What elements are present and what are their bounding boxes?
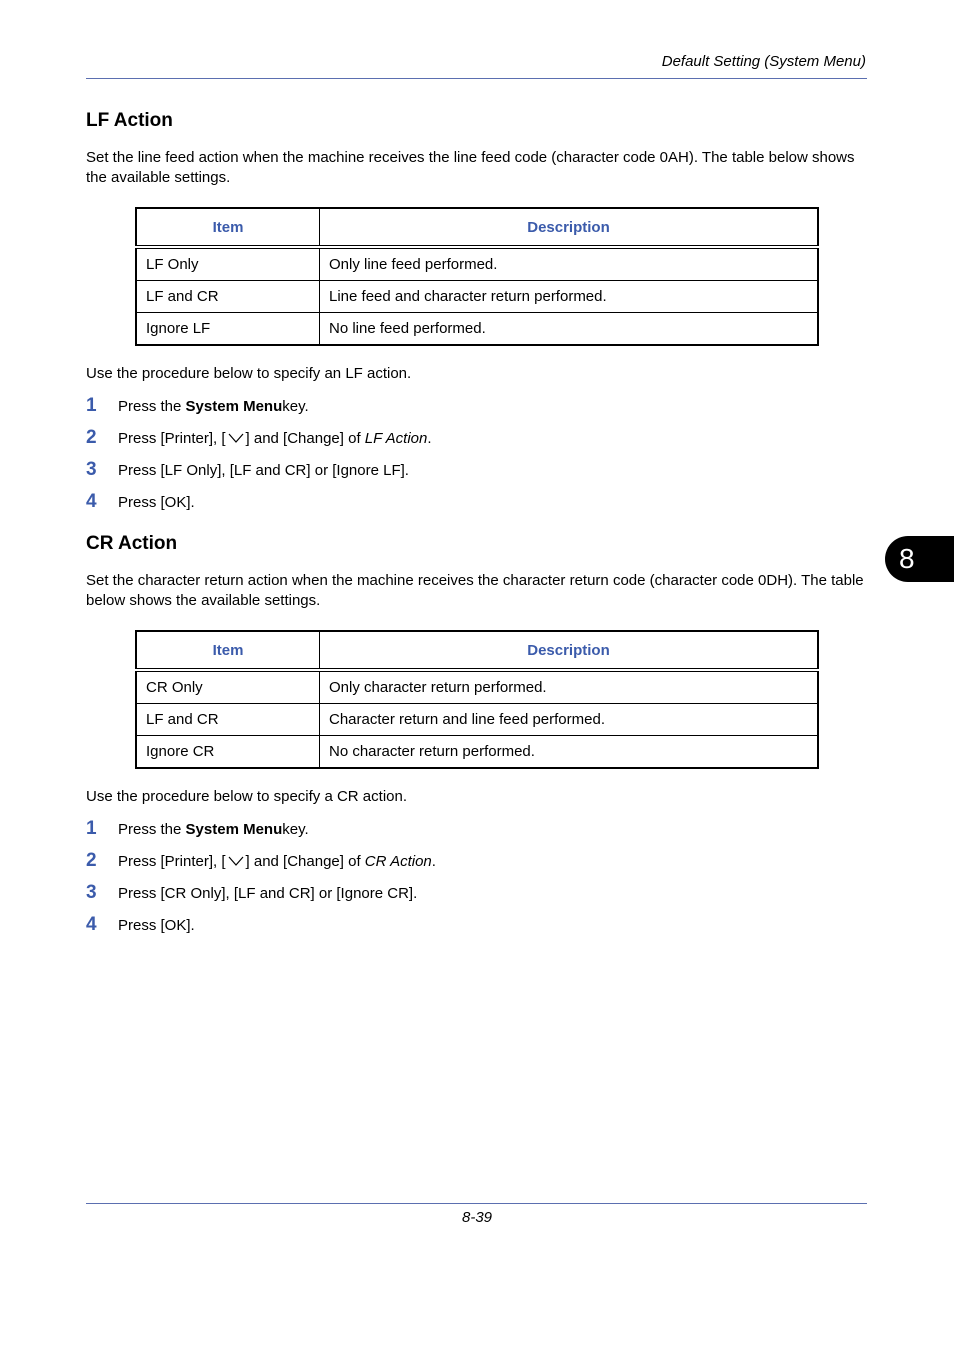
table-cell-item: LF and CR (136, 704, 320, 736)
step-text: Press [LF Only], [LF and CR] or [Ignore LF]. (118, 461, 409, 479)
table-header-description: Description (320, 631, 819, 670)
header-rule (86, 78, 867, 79)
step-text: Press [OK]. (118, 916, 195, 934)
cr-procedure-steps (86, 813, 871, 941)
step-text-mid: ] and [Change] of (245, 429, 361, 447)
cr-action-ref: CR Action (364, 852, 432, 870)
cr-action-section (86, 533, 871, 941)
table-row (136, 736, 818, 769)
system-menu-key-label: System Menu (185, 397, 283, 415)
chevron-down-icon (227, 855, 245, 867)
step-text (118, 430, 432, 447)
lf-action-section (86, 110, 871, 518)
lf-action-ref: LF Action (364, 429, 428, 447)
step-number: 4 (86, 914, 97, 935)
chevron-down-icon (227, 432, 245, 444)
list-item (86, 390, 871, 422)
chapter-tab: 8 (885, 536, 954, 582)
list-item (86, 909, 871, 941)
step-text-post: . (431, 852, 436, 870)
step-number: 4 (86, 491, 97, 512)
table-cell-description: Only character return performed. (320, 670, 819, 704)
step-number: 3 (86, 459, 97, 480)
table-header-item: Item (136, 631, 320, 670)
step-text: Press [OK]. (118, 493, 195, 511)
table-cell-item: LF and CR (136, 281, 320, 313)
lf-procedure-steps (86, 390, 871, 518)
cr-action-intro: Set the character return action when the machine receives the character return code (character code 0DH). The table below shows the available settings. (86, 572, 864, 609)
list-item (86, 486, 871, 518)
step-text-pre: Press [Printer], [ (118, 852, 226, 870)
lf-action-intro: Set the line feed action when the machine receives the line feed code (character code 0AH). The table below shows the available settings. (86, 149, 855, 186)
step-number: 1 (86, 818, 97, 839)
table-row (136, 704, 818, 736)
table-cell-description: Line feed and character return performed. (320, 281, 819, 313)
table-cell-item: LF Only (136, 247, 320, 281)
system-menu-key-label: System Menu (185, 820, 283, 838)
cr-settings-table (135, 630, 819, 769)
cr-action-heading: CR Action (86, 533, 178, 554)
table-row (136, 670, 818, 704)
list-item (86, 877, 871, 909)
step-text-pre: Press the (118, 397, 182, 415)
step-number: 3 (86, 882, 97, 903)
step-text (118, 398, 309, 415)
table-row (136, 281, 818, 313)
running-header: Default Setting (System Menu) (661, 53, 866, 70)
table-cell-description: No line feed performed. (320, 313, 819, 346)
list-item (86, 454, 871, 486)
step-text-post: . (427, 429, 432, 447)
table-cell-description: No character return performed. (320, 736, 819, 769)
step-text-post: key. (282, 820, 309, 838)
step-text: Press [CR Only], [LF and CR] or [Ignore CR]. (118, 884, 418, 902)
step-text-pre: Press [Printer], [ (118, 429, 226, 447)
table-cell-description: Character return and line feed performed. (320, 704, 819, 736)
list-item (86, 422, 871, 454)
table-header-description: Description (320, 208, 819, 247)
lf-action-heading: LF Action (86, 110, 173, 131)
table-row (136, 313, 818, 346)
table-cell-item: Ignore CR (136, 736, 320, 769)
step-text-post: key. (282, 397, 309, 415)
list-item (86, 845, 871, 877)
page-number: 8-39 (461, 1209, 493, 1226)
list-item (86, 813, 871, 845)
step-number: 1 (86, 395, 97, 416)
step-text (118, 853, 436, 870)
step-text (118, 821, 309, 838)
step-number: 2 (86, 850, 97, 871)
table-header-item: Item (136, 208, 320, 247)
table-cell-item: Ignore LF (136, 313, 320, 346)
step-text-pre: Press the (118, 820, 182, 838)
lf-procedure-intro: Use the procedure below to specify an LF action. (86, 365, 412, 382)
table-cell-item: CR Only (136, 670, 320, 704)
step-number: 2 (86, 427, 97, 448)
cr-procedure-intro: Use the procedure below to specify a CR action. (86, 788, 407, 805)
footer-rule (86, 1203, 867, 1204)
lf-settings-table (135, 207, 819, 346)
table-cell-description: Only line feed performed. (320, 247, 819, 281)
step-text-mid: ] and [Change] of (245, 852, 361, 870)
table-row (136, 247, 818, 281)
